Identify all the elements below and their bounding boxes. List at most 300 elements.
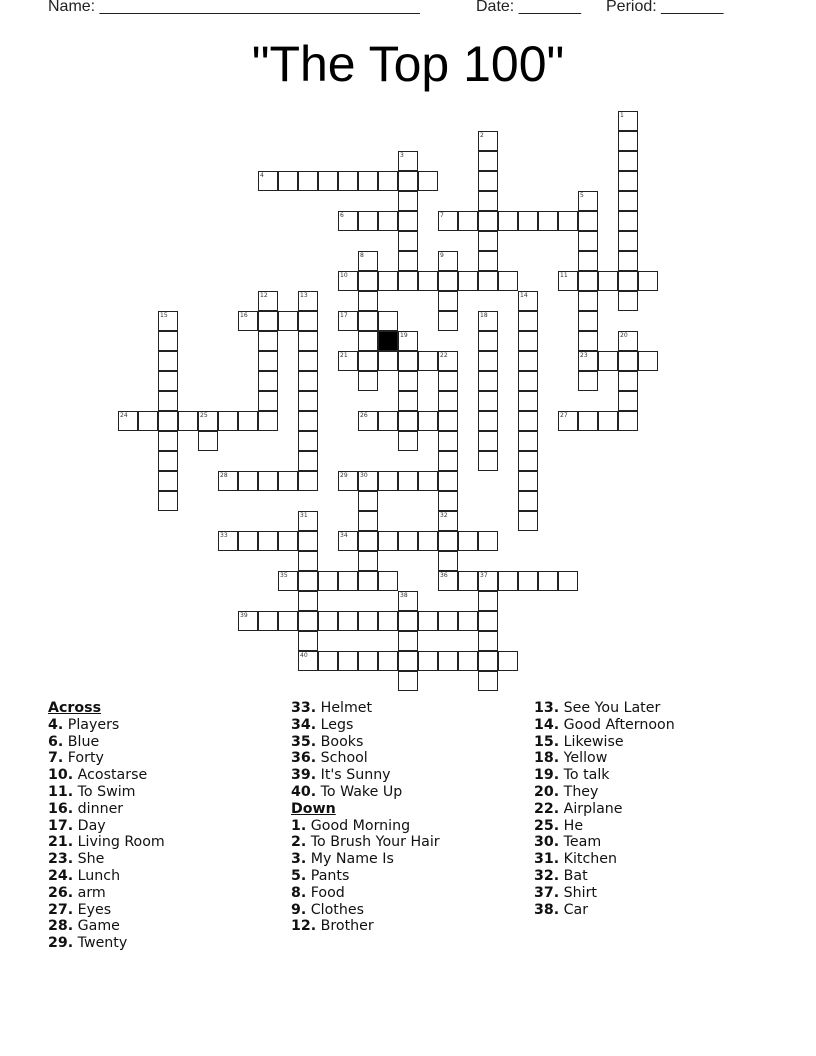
grid-cell[interactable] [358, 551, 378, 571]
grid-cell[interactable] [398, 231, 418, 251]
clue-text: Players [63, 716, 120, 733]
grid-cell[interactable] [478, 151, 498, 171]
grid-cell[interactable] [218, 411, 238, 431]
grid-number: 34 [340, 532, 348, 539]
down-clue [534, 717, 675, 734]
grid-cell[interactable] [158, 331, 178, 351]
clue-number: 27. [48, 901, 74, 918]
grid-cell[interactable] [378, 171, 398, 191]
clue-text: Pants [306, 867, 350, 884]
grid-cell[interactable] [338, 171, 358, 191]
grid-cell[interactable] [518, 391, 538, 411]
grid-cell[interactable] [478, 231, 498, 251]
grid-cell[interactable] [418, 651, 438, 671]
grid-cell[interactable] [298, 551, 318, 571]
clue-number: 39. [291, 767, 317, 784]
grid-cell[interactable] [378, 571, 398, 591]
grid-cell[interactable] [418, 471, 438, 491]
down-clue [291, 868, 440, 885]
clue-text: Shirt [559, 884, 597, 901]
grid-cell[interactable] [578, 411, 598, 431]
grid-cell[interactable] [158, 491, 178, 511]
grid-cell[interactable] [598, 411, 618, 431]
grid-cell[interactable] [298, 431, 318, 451]
grid-cell[interactable] [498, 571, 518, 591]
grid-cell[interactable] [478, 191, 498, 211]
grid-cell[interactable] [398, 471, 418, 491]
grid-cell[interactable] [278, 611, 298, 631]
clue-number: 22. [534, 800, 560, 817]
grid-cell[interactable] [438, 491, 458, 511]
grid-cell[interactable] [338, 611, 358, 631]
clue-column-3 [534, 700, 675, 918]
grid-cell[interactable] [418, 171, 438, 191]
grid-cell[interactable] [378, 611, 398, 631]
grid-number: 3 [400, 152, 404, 159]
grid-cell[interactable] [478, 411, 498, 431]
clue-text: See You Later [559, 700, 661, 716]
grid-cell[interactable] [358, 531, 378, 551]
down-clue [291, 818, 440, 835]
clue-text: Likewise [559, 733, 624, 750]
grid-cell[interactable] [298, 571, 318, 591]
grid-cell[interactable] [478, 451, 498, 471]
grid-cell[interactable] [418, 531, 438, 551]
clue-text: Blue [63, 733, 100, 750]
grid-number: 13 [300, 292, 308, 299]
grid-number: 37 [480, 572, 488, 579]
clue-text: Car [559, 901, 589, 918]
clue-text: It's Sunny [316, 767, 391, 784]
grid-number: 11 [560, 272, 568, 279]
across-clue [291, 717, 440, 734]
grid-cell[interactable] [458, 211, 478, 231]
clue-number: 4. [48, 716, 64, 733]
grid-cell[interactable] [278, 531, 298, 551]
grid-cell[interactable] [438, 431, 458, 451]
grid-number: 28 [220, 472, 228, 479]
grid-cell[interactable] [258, 331, 278, 351]
clue-number: 32. [534, 867, 560, 884]
grid-cell[interactable] [358, 211, 378, 231]
grid-cell[interactable] [398, 171, 418, 191]
clue-column-2 [291, 700, 440, 935]
grid-cell[interactable] [398, 531, 418, 551]
grid-cell[interactable] [418, 411, 438, 431]
grid-cell[interactable] [478, 271, 498, 291]
grid-cell[interactable] [258, 411, 278, 431]
grid-cell[interactable] [158, 451, 178, 471]
grid-cell[interactable] [358, 331, 378, 351]
grid-cell[interactable] [338, 651, 358, 671]
grid-cell[interactable] [498, 211, 518, 231]
grid-cell[interactable] [618, 371, 638, 391]
grid-cell[interactable] [618, 351, 638, 371]
grid-cell[interactable] [358, 611, 378, 631]
down-clue [534, 801, 675, 818]
grid-cell[interactable] [478, 391, 498, 411]
grid-cell[interactable] [258, 611, 278, 631]
grid-cell[interactable] [378, 311, 398, 331]
grid-cell[interactable] [258, 391, 278, 411]
grid-cell[interactable] [518, 311, 538, 331]
grid-cell[interactable] [518, 411, 538, 431]
clue-text: dinner [73, 800, 124, 817]
clue-number: 13. [534, 700, 560, 716]
grid-cell[interactable] [178, 411, 198, 431]
grid-cell[interactable] [618, 231, 638, 251]
grid-cell[interactable] [478, 651, 498, 671]
grid-cell[interactable] [618, 271, 638, 291]
grid-cell[interactable] [438, 531, 458, 551]
grid-number: 21 [340, 352, 348, 359]
grid-cell[interactable] [398, 251, 418, 271]
grid-cell[interactable] [438, 291, 458, 311]
grid-cell[interactable] [578, 231, 598, 251]
grid-cell[interactable] [358, 571, 378, 591]
grid-cell[interactable] [558, 211, 578, 231]
down-clue [534, 818, 675, 835]
grid-cell[interactable] [578, 311, 598, 331]
grid-cell[interactable] [578, 271, 598, 291]
grid-cell[interactable] [278, 171, 298, 191]
across-heading: Across [48, 700, 102, 716]
grid-cell[interactable] [358, 311, 378, 331]
grid-cell[interactable] [598, 271, 618, 291]
date-field[interactable]: Date: _______ [476, 0, 581, 15]
grid-cell[interactable] [378, 271, 398, 291]
clue-number: 14. [534, 716, 560, 733]
grid-number: 39 [240, 612, 248, 619]
grid-cell[interactable] [618, 131, 638, 151]
down-clue [534, 734, 675, 751]
grid-cell[interactable] [478, 351, 498, 371]
clue-number: 15. [534, 733, 560, 750]
clue-text: Forty [63, 750, 104, 767]
across-clue [48, 801, 165, 818]
down-clue [291, 918, 440, 935]
down-clue [534, 700, 675, 717]
grid-cell[interactable] [298, 451, 318, 471]
down-clue [534, 851, 675, 868]
grid-cell[interactable] [478, 671, 498, 691]
grid-cell[interactable] [358, 271, 378, 291]
clue-number: 26. [48, 884, 74, 901]
grid-cell[interactable] [358, 291, 378, 311]
across-clue [291, 784, 440, 801]
grid-cell[interactable] [258, 371, 278, 391]
clue-number: 20. [534, 783, 560, 800]
clue-text: Kitchen [559, 851, 617, 868]
grid-cell[interactable] [518, 371, 538, 391]
grid-cell[interactable] [258, 351, 278, 371]
grid-cell[interactable] [478, 171, 498, 191]
grid-cell[interactable] [338, 571, 358, 591]
grid-cell[interactable] [538, 571, 558, 591]
grid-cell[interactable] [458, 651, 478, 671]
clue-number: 11. [48, 783, 74, 800]
grid-number: 38 [400, 592, 408, 599]
grid-cell[interactable] [278, 471, 298, 491]
grid-number: 26 [360, 412, 368, 419]
down-clue [291, 902, 440, 919]
grid-cell[interactable] [518, 491, 538, 511]
grid-number: 9 [440, 252, 444, 259]
grid-cell[interactable] [518, 431, 538, 451]
across-clue [291, 700, 440, 717]
grid-cell[interactable] [618, 291, 638, 311]
grid-cell[interactable] [318, 571, 338, 591]
grid-cell[interactable] [358, 651, 378, 671]
grid-cell[interactable] [158, 471, 178, 491]
grid-cell[interactable] [158, 411, 178, 431]
grid-cell[interactable] [478, 211, 498, 231]
grid-cell[interactable] [478, 251, 498, 271]
grid-cell[interactable] [438, 411, 458, 431]
grid-cell[interactable] [298, 411, 318, 431]
grid-cell[interactable] [458, 531, 478, 551]
clue-number: 31. [534, 851, 560, 868]
grid-cell[interactable] [158, 351, 178, 371]
grid-cell[interactable] [478, 631, 498, 651]
grid-cell[interactable] [298, 371, 318, 391]
grid-cell[interactable] [578, 211, 598, 231]
grid-cell[interactable] [618, 211, 638, 231]
grid-cell[interactable] [358, 511, 378, 531]
grid-cell[interactable] [638, 351, 658, 371]
grid-cell[interactable] [578, 371, 598, 391]
clue-number: 30. [534, 834, 560, 851]
grid-cell[interactable] [398, 391, 418, 411]
grid-cell[interactable] [418, 351, 438, 371]
grid-cell[interactable] [398, 191, 418, 211]
grid-number: 29 [340, 472, 348, 479]
clue-number: 24. [48, 867, 74, 884]
grid-cell[interactable] [278, 311, 298, 331]
grid-cell[interactable] [598, 351, 618, 371]
grid-cell[interactable] [618, 171, 638, 191]
grid-number: 6 [340, 212, 344, 219]
clue-text: Twenty [73, 935, 128, 952]
grid-number: 40 [300, 652, 308, 659]
grid-cell[interactable] [618, 191, 638, 211]
clue-number: 18. [534, 750, 560, 767]
grid-cell[interactable] [238, 531, 258, 551]
grid-cell[interactable] [378, 211, 398, 231]
grid-cell[interactable] [518, 211, 538, 231]
grid-cell[interactable] [518, 451, 538, 471]
grid-cell[interactable] [298, 611, 318, 631]
grid-cell[interactable] [438, 651, 458, 671]
grid-cell[interactable] [378, 411, 398, 431]
grid-cell[interactable] [298, 531, 318, 551]
grid-cell[interactable] [398, 351, 418, 371]
grid-cell[interactable] [518, 471, 538, 491]
clue-text: Brother [316, 918, 374, 935]
clue-text: Yellow [559, 750, 608, 767]
clue-number: 35. [291, 733, 317, 750]
grid-cell[interactable] [578, 331, 598, 351]
grid-cell[interactable] [198, 431, 218, 451]
grid-cell[interactable] [558, 571, 578, 591]
grid-number: 22 [440, 352, 448, 359]
clue-number: 12. [291, 918, 317, 935]
grid-cell[interactable] [158, 391, 178, 411]
grid-cell[interactable] [358, 171, 378, 191]
grid-cell[interactable] [398, 411, 418, 431]
grid-cell[interactable] [298, 391, 318, 411]
grid-cell[interactable] [438, 371, 458, 391]
grid-cell[interactable] [518, 511, 538, 531]
grid-cell[interactable] [438, 451, 458, 471]
grid-cell[interactable] [418, 611, 438, 631]
clue-text: To Brush Your Hair [306, 834, 440, 851]
grid-cell[interactable] [478, 531, 498, 551]
grid-cell[interactable] [638, 271, 658, 291]
grid-number: 20 [620, 332, 628, 339]
grid-cell[interactable] [298, 351, 318, 371]
clue-number: 34. [291, 716, 317, 733]
grid-cell[interactable] [538, 211, 558, 231]
across-clue [291, 734, 440, 751]
grid-cell[interactable] [438, 271, 458, 291]
clue-text: Team [559, 834, 602, 851]
grid-cell[interactable] [298, 311, 318, 331]
grid-cell[interactable] [158, 431, 178, 451]
grid-number: 8 [360, 252, 364, 259]
grid-cell[interactable] [478, 371, 498, 391]
clue-number: 38. [534, 901, 560, 918]
clue-text: Books [316, 733, 364, 750]
clue-text: Legs [316, 716, 354, 733]
grid-cell[interactable] [158, 371, 178, 391]
clue-number: 33. [291, 700, 317, 716]
grid-cell[interactable] [318, 651, 338, 671]
across-clue [48, 918, 165, 935]
grid-cell[interactable] [238, 411, 258, 431]
grid-number: 27 [560, 412, 568, 419]
grid-number: 4 [260, 172, 264, 179]
grid-cell[interactable] [258, 531, 278, 551]
grid-cell[interactable] [398, 631, 418, 651]
grid-number: 25 [200, 412, 208, 419]
grid-cell[interactable] [458, 271, 478, 291]
grid-cell[interactable] [298, 471, 318, 491]
clue-number: 17. [48, 817, 74, 834]
grid-cell[interactable] [258, 471, 278, 491]
clue-text: School [316, 750, 368, 767]
clue-text: Food [306, 884, 345, 901]
down-clue [534, 902, 675, 919]
grid-cell[interactable] [518, 331, 538, 351]
down-clue [291, 885, 440, 902]
grid-cell[interactable] [498, 271, 518, 291]
clue-number: 9. [291, 901, 307, 918]
grid-cell[interactable] [438, 471, 458, 491]
grid-number: 19 [400, 332, 408, 339]
clue-text: arm [73, 884, 106, 901]
across-clue [48, 784, 165, 801]
clue-text: To Swim [73, 783, 136, 800]
across-clue [48, 734, 165, 751]
grid-cell[interactable] [478, 611, 498, 631]
grid-number: 17 [340, 312, 348, 319]
grid-cell[interactable] [438, 391, 458, 411]
grid-cell[interactable] [398, 651, 418, 671]
grid-cell[interactable] [378, 471, 398, 491]
across-clue [48, 885, 165, 902]
grid-cell[interactable] [138, 411, 158, 431]
grid-cell[interactable] [438, 311, 458, 331]
grid-cell[interactable] [438, 551, 458, 571]
grid-cell[interactable] [238, 471, 258, 491]
grid-cell[interactable] [618, 411, 638, 431]
grid-cell[interactable] [398, 371, 418, 391]
grid-cell[interactable] [378, 531, 398, 551]
grid-cell[interactable] [458, 611, 478, 631]
grid-cell[interactable] [378, 651, 398, 671]
grid-cell[interactable] [478, 331, 498, 351]
grid-cell[interactable] [518, 351, 538, 371]
clue-text: Lunch [73, 867, 121, 884]
grid-cell[interactable] [398, 211, 418, 231]
grid-cell[interactable] [478, 431, 498, 451]
grid-cell[interactable] [578, 251, 598, 271]
grid-cell[interactable] [298, 631, 318, 651]
clue-text: Helmet [316, 700, 373, 716]
grid-cell[interactable] [318, 611, 338, 631]
across-clue [48, 834, 165, 851]
grid-cell[interactable] [298, 171, 318, 191]
name-field[interactable]: Name: ____________________________________ [48, 0, 420, 15]
grid-cell[interactable] [358, 491, 378, 511]
grid-cell[interactable] [318, 171, 338, 191]
grid-cell[interactable] [398, 431, 418, 451]
grid-cell[interactable] [298, 591, 318, 611]
down-clue [534, 834, 675, 851]
grid-cell[interactable] [358, 371, 378, 391]
grid-cell[interactable] [398, 671, 418, 691]
grid-cell[interactable] [478, 591, 498, 611]
clue-number: 29. [48, 935, 74, 952]
grid-cell[interactable] [578, 291, 598, 311]
grid-cell[interactable] [358, 351, 378, 371]
grid-cell[interactable] [298, 331, 318, 351]
clue-number: 6. [48, 733, 64, 750]
grid-cell[interactable] [458, 571, 478, 591]
down-clue [534, 784, 675, 801]
grid-cell[interactable] [398, 271, 418, 291]
across-clue [291, 767, 440, 784]
clue-number: 16. [48, 800, 74, 817]
grid-cell[interactable] [418, 271, 438, 291]
grid-cell[interactable] [438, 611, 458, 631]
grid-number: 5 [580, 192, 584, 199]
grid-cell[interactable] [618, 391, 638, 411]
across-clue [48, 717, 165, 734]
grid-cell[interactable] [498, 651, 518, 671]
grid-cell[interactable] [518, 571, 538, 591]
grid-cell[interactable] [618, 151, 638, 171]
clue-number: 19. [534, 767, 560, 784]
grid-cell[interactable] [398, 611, 418, 631]
grid-cell[interactable] [378, 351, 398, 371]
period-field[interactable]: Period: _______ [606, 0, 724, 15]
grid-cell[interactable] [258, 311, 278, 331]
across-clue [291, 750, 440, 767]
grid-number: 15 [160, 312, 168, 319]
grid-cell[interactable] [618, 251, 638, 271]
